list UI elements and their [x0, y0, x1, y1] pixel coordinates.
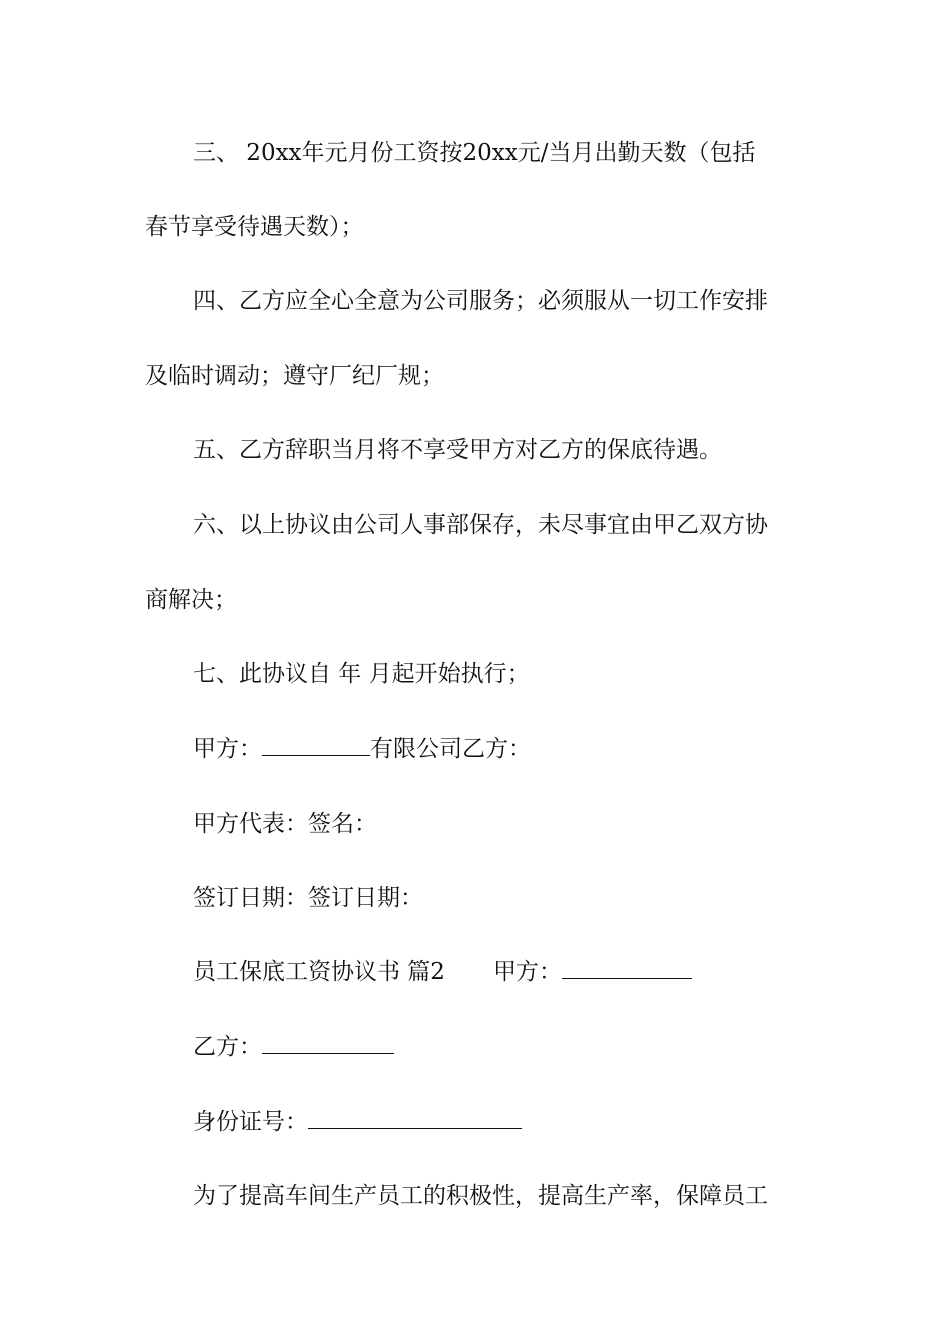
clause-6-line-1: 六、以上协议由公司人事部保存，未尽事宜由甲乙双方协	[193, 512, 768, 538]
id-number-line	[193, 1106, 805, 1138]
clause-4-line-1: 四、乙方应全心全意为公司服务；必须服从一切工作安排	[193, 288, 768, 314]
representative-line: 甲方代表：签名：	[193, 811, 377, 837]
clause-6-line-2: 商解决；	[145, 587, 237, 613]
clause-4-line-2: 及临时调动；遵守厂纪厂规；	[145, 363, 444, 389]
clause-5: 五、乙方辞职当月将不享受甲方对乙方的保底待遇。	[193, 437, 722, 463]
party-b-label: 乙方：	[193, 1034, 262, 1060]
agreement-2-party-a-label: 甲方：	[492, 959, 562, 985]
party-a-label: 甲方：	[193, 736, 262, 762]
id-number-blank	[308, 1106, 522, 1129]
party-a-suffix: 有限公司乙方：	[370, 736, 531, 762]
clause-7: 七、此协议自 年 月起开始执行；	[193, 661, 530, 687]
party-b-line	[193, 1031, 805, 1063]
party-a-blank	[262, 733, 370, 756]
agreement-2-party-a-blank	[562, 956, 692, 979]
agreement-2-title: 员工保底工资协议书 篇2	[193, 959, 445, 985]
id-number-label: 身份证号：	[193, 1109, 308, 1135]
intro-paragraph: 为了提高车间生产员工的积极性，提高生产率，保障员工	[193, 1183, 768, 1209]
party-a-line	[193, 733, 805, 765]
signing-date-line: 签订日期：签订日期：	[193, 885, 423, 911]
clause-3-line-1: 三、 20xx年元月份工资按20xx元/当月出勤天数（包括	[193, 140, 756, 166]
agreement-2-title-line	[193, 956, 805, 988]
party-b-blank	[262, 1031, 394, 1054]
clause-3-line-2: 春节享受待遇天数）；	[145, 214, 364, 240]
